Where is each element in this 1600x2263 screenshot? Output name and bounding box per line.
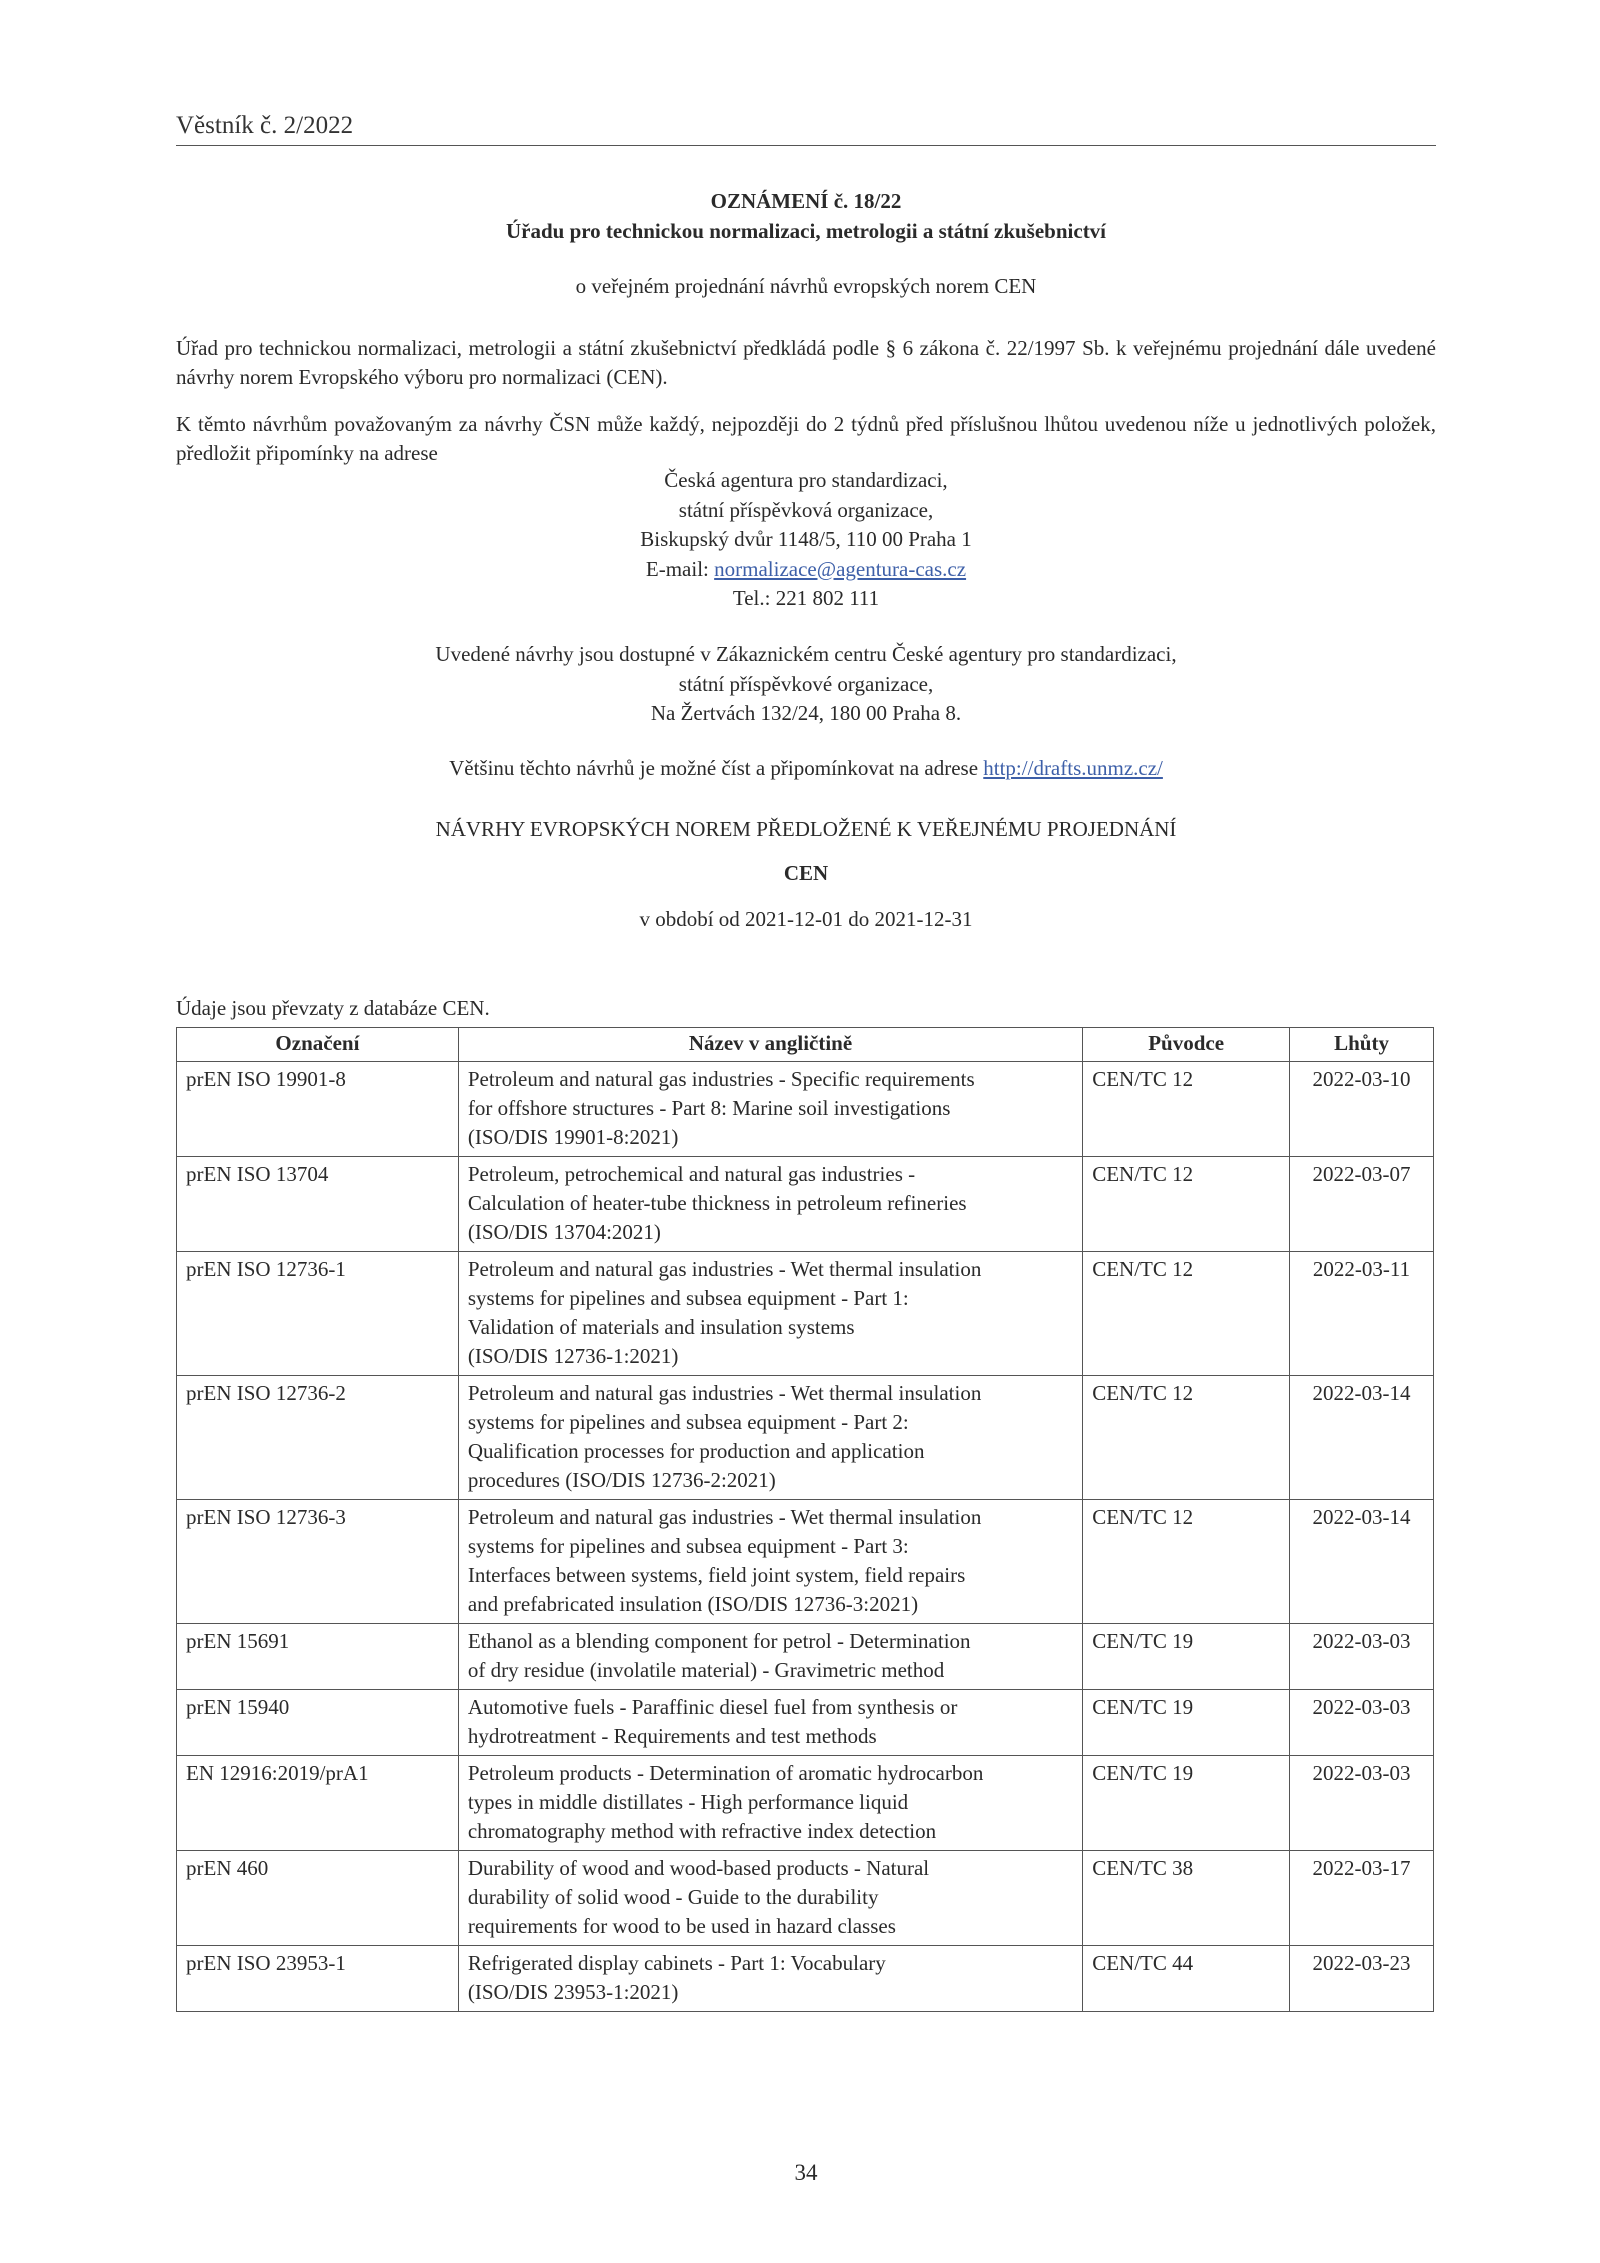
origin-cell [1083,1756,1290,1851]
intro-paragraph: Úřad pro technickou normalizaci, metrologii a státní zkušebnictví předkládá podle § 6 zákona č. 22/1997 Sb. k veřejnému projednání dále uvedené návrhy norem Evropského výboru pro normalizaci (CEN). [176,336,1436,389]
origin-cell-text: CEN/TC 38 [1092,1856,1194,1880]
origin-cell [1083,1500,1290,1624]
title-cell [458,1946,1082,2012]
origin-cell [1083,1690,1290,1756]
running-header: Věstník č. 2/2022 [176,112,354,139]
table-row [177,1946,1434,2012]
title-cell [458,1500,1082,1624]
title-cell-text: Petroleum and natural gas industries - Wet thermal insulation systems for pipelines and subsea equipment - Part 3: Interfaces between systems, field joint system, field repairs and prefabricated insulation (ISO/DIS 12736-3:2021) [467,1505,982,1616]
origin-cell [1083,1624,1290,1690]
source-note: Údaje jsou převzaty z databáze CEN. [176,996,490,1020]
table-header-row [177,1028,1434,1062]
header-divider [176,145,1436,146]
address-line: Biskupský dvůr 1148/5, 110 00 Praha 1 [640,527,972,551]
title-cell-text: Refrigerated display cabinets - Part 1: Vocabulary (ISO/DIS 23953-1:2021) [467,1951,886,2004]
deadline-cell [1290,1690,1434,1756]
origin-cell-text: CEN/TC 12 [1092,1381,1194,1405]
availability-block [176,640,1436,729]
online-comment-line [176,756,1436,781]
title-cell [458,1624,1082,1690]
period-line: v období od 2021-12-01 do 2021-12-31 [639,907,973,931]
deadline-cell [1290,1157,1434,1252]
drafts-portal-link[interactable]: http://drafts.unmz.cz/ [983,756,1163,780]
origin-cell [1083,1062,1290,1157]
deadline-cell [1290,1376,1434,1500]
origin-cell-text: CEN/TC 12 [1092,1162,1194,1186]
notice-heading [176,186,1436,246]
origin-cell [1083,1946,1290,2012]
deadline-cell-text: 2022-03-07 [1312,1162,1411,1186]
origin-cell-text: CEN/TC 12 [1092,1067,1194,1091]
title-cell-text: Automotive fuels - Paraffinic diesel fuel from synthesis or hydrotreatment - Requirements and test methods [467,1695,958,1748]
deadline-cell-text: 2022-03-14 [1312,1505,1411,1529]
designation-cell [177,1690,459,1756]
contact-address [176,466,1436,614]
title-cell-text: Petroleum, petrochemical and natural gas industries - Calculation of heater-tube thickness in petroleum refineries (ISO/DIS 13704:2021) [467,1162,967,1244]
deadline-cell [1290,1756,1434,1851]
column-header-title: Název v angličtině [458,1028,1082,1062]
page-number: 34 [794,2160,818,2185]
designation-cell-text: prEN ISO 12736-3 [186,1505,346,1529]
table-row [177,1690,1434,1756]
origin-cell [1083,1252,1290,1376]
email-link[interactable]: normalizace@agentura-cas.cz [714,556,967,581]
email-label: E-mail: [645,556,715,581]
title-cell-text: Petroleum and natural gas industries - Specific requirements for offshore structures - Part 8: Marine soil investigations (ISO/DIS 19901-8:2021) [467,1067,975,1149]
column-header-designation: Označení [177,1028,459,1062]
organization-heading: CEN [783,861,829,885]
column-header-origin: Původce [1083,1028,1290,1062]
address-line: Česká agentura pro standardizaci, [664,468,948,492]
designation-cell [177,1062,459,1157]
online-comment-text: Většinu těchto návrhů je možné číst a připomínkovat na adrese [449,756,984,780]
notice-number: OZNÁMENÍ č. 18/22 [710,189,902,213]
designation-cell-text: prEN ISO 13704 [186,1162,329,1186]
table-row [177,1062,1434,1157]
table-row [177,1376,1434,1500]
deadline-cell [1290,1851,1434,1946]
designation-cell-text: prEN ISO 12736-2 [186,1381,346,1405]
designation-cell [177,1624,459,1690]
origin-cell-text: CEN/TC 12 [1092,1257,1194,1281]
designation-cell-text: EN 12916:2019/prA1 [186,1761,369,1785]
designation-cell [177,1376,459,1500]
phone-line: Tel.: 221 802 111 [732,586,880,610]
title-cell-text: Ethanol as a blending component for petrol - Determination of dry residue (involatile material) - Gravimetric method [467,1629,971,1682]
drafts-table [176,1027,1434,2012]
title-cell [458,1690,1082,1756]
origin-cell-text: CEN/TC 19 [1092,1629,1194,1653]
section-heading: NÁVRHY EVROPSKÝCH NOREM PŘEDLOŽENÉ K VEŘEJNÉMU PROJEDNÁNÍ [435,817,1177,841]
title-cell [458,1157,1082,1252]
deadline-cell [1290,1624,1434,1690]
title-cell-text: Petroleum and natural gas industries - Wet thermal insulation systems for pipelines and subsea equipment - Part 1: Validation of materials and insulation systems (ISO/DIS 12736-1:2021) [467,1257,982,1368]
title-cell [458,1851,1082,1946]
comments-paragraph: K těmto návrhům považovaným za návrhy ČSN může každý, nejpozději do 2 týdnů před příslušnou lhůtou uvedenou níže u jednotlivých položek, předložit připomínky na adrese [176,412,1436,465]
deadline-cell-text: 2022-03-10 [1312,1067,1411,1091]
title-cell [458,1062,1082,1157]
designation-cell [177,1851,459,1946]
address-line: státní příspěvková organizace, [678,497,934,522]
deadline-cell [1290,1500,1434,1624]
email-line [176,555,1436,585]
deadline-cell-text: 2022-03-17 [1312,1856,1411,1880]
deadline-cell [1290,1062,1434,1157]
designation-cell-text: prEN 15691 [186,1629,290,1653]
title-cell-text: Petroleum and natural gas industries - Wet thermal insulation systems for pipelines and subsea equipment - Part 2: Qualification processes for production and application procedures (ISO/DIS 12736-2:2021) [467,1381,982,1492]
designation-cell-text: prEN 15940 [186,1695,290,1719]
designation-cell [177,1946,459,2012]
deadline-cell-text: 2022-03-23 [1312,1951,1411,1975]
deadline-cell [1290,1252,1434,1376]
availability-line: státní příspěvkové organizace, [678,671,934,696]
designation-cell-text: prEN ISO 23953-1 [186,1951,346,1975]
designation-cell [177,1756,459,1851]
table-row [177,1500,1434,1624]
table-row [177,1851,1434,1946]
title-cell-text: Durability of wood and wood-based products - Natural durability of solid wood - Guide to the durability requirements for wood to be used in hazard classes [467,1856,930,1938]
availability-line: Na Žertvách 132/24, 180 00 Praha 8. [650,701,962,725]
designation-cell [177,1157,459,1252]
title-cell [458,1252,1082,1376]
designation-cell-text: prEN ISO 19901-8 [186,1067,346,1091]
origin-cell-text: CEN/TC 19 [1092,1695,1194,1719]
origin-cell [1083,1157,1290,1252]
availability-line: Uvedené návrhy jsou dostupné v Zákaznickém centru České agentury pro standardizaci, [435,642,1177,666]
origin-cell-text: CEN/TC 19 [1092,1761,1194,1785]
designation-cell [177,1252,459,1376]
origin-cell [1083,1376,1290,1500]
deadline-cell-text: 2022-03-11 [1312,1257,1411,1281]
deadline-cell-text: 2022-03-03 [1312,1629,1411,1653]
deadline-cell [1290,1946,1434,2012]
origin-cell-text: CEN/TC 44 [1092,1951,1194,1975]
table-row [177,1157,1434,1252]
origin-cell [1083,1851,1290,1946]
table-row [177,1252,1434,1376]
deadline-cell-text: 2022-03-14 [1312,1381,1411,1405]
title-cell-text: Petroleum products - Determination of aromatic hydrocarbon types in middle distillates - High performance liquid chromatography method with refractive index detection [467,1761,984,1843]
designation-cell-text: prEN 460 [186,1856,269,1880]
notice-subject: o veřejném projednání návrhů evropských norem CEN [575,274,1037,298]
origin-cell-text: CEN/TC 12 [1092,1505,1194,1529]
deadline-cell-text: 2022-03-03 [1312,1695,1411,1719]
title-cell [458,1376,1082,1500]
table-body [177,1062,1434,2012]
table-row [177,1624,1434,1690]
notice-authority: Úřadu pro technickou normalizaci, metrologii a státní zkušebnictví [505,219,1107,243]
designation-cell-text: prEN ISO 12736-1 [186,1257,346,1281]
column-header-deadline: Lhůty [1290,1028,1434,1062]
title-cell [458,1756,1082,1851]
designation-cell [177,1500,459,1624]
deadline-cell-text: 2022-03-03 [1312,1761,1411,1785]
table-row [177,1756,1434,1851]
